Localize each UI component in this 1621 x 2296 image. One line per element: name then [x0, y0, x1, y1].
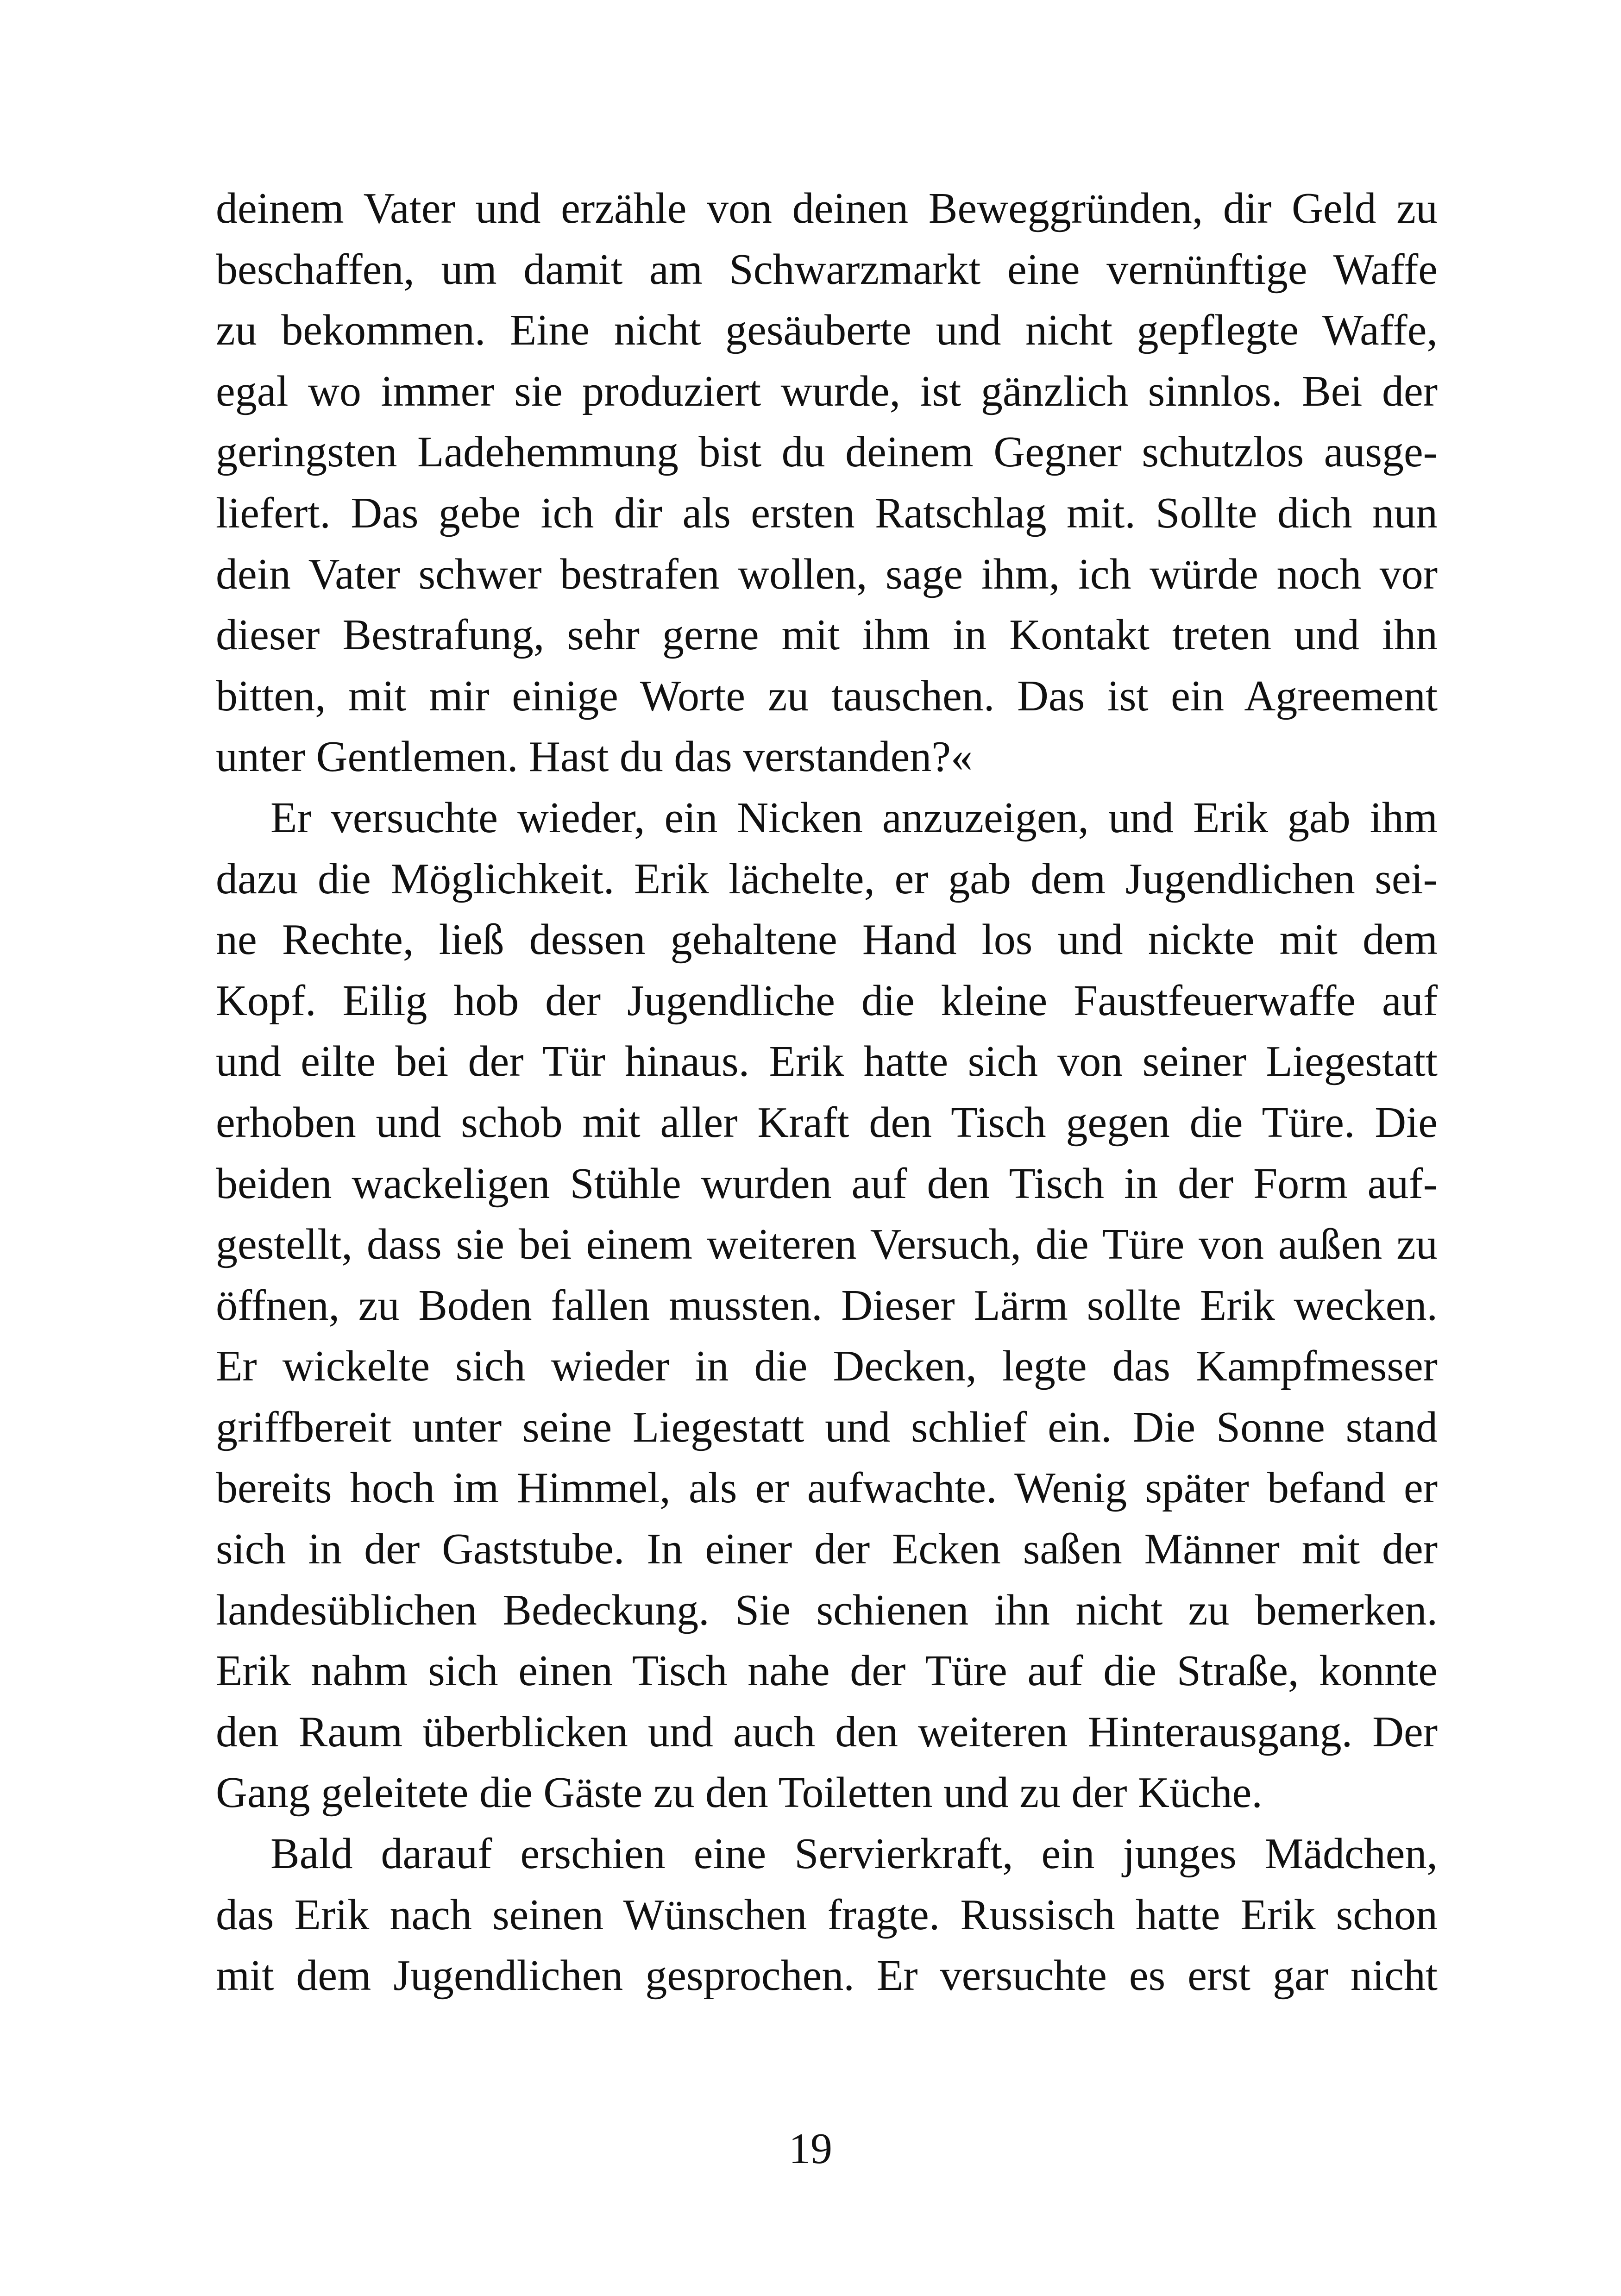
paragraph [216, 178, 1438, 788]
text-line: beschaffen, um damit am Schwarzmarkt eine vernünftige Waffe [216, 245, 1438, 294]
text-line: sich in der Gaststube. In einer der Ecken saßen Männer mit der [216, 1525, 1438, 1574]
text-line: erhoben und schob mit aller Kraft den Tisch gegen die Türe. Die [216, 1098, 1438, 1147]
text-line: mit dem Jugendlichen gesprochen. Er versuchte es erst gar nicht [216, 1951, 1438, 2000]
text-line: das Erik nach seinen Wünschen fragte. Russisch hatte Erik schon [216, 1890, 1438, 1939]
text-line: geringsten Ladehemmung bist du deinem Gegner schutzlos ausge- [216, 428, 1438, 477]
text-line: griffbereit unter seine Liegestatt und schlief ein. Die Sonne stand [216, 1403, 1438, 1451]
page-number: 19 [789, 2125, 832, 2173]
text-line: den Raum überblicken und auch den weiteren Hinterausgang. Der [216, 1707, 1438, 1756]
text-line: liefert. Das gebe ich dir als ersten Ratschlag mit. Sollte dich nun [216, 489, 1438, 537]
text-line: gestellt, dass sie bei einem weiteren Versuch, die Türe von außen zu [216, 1220, 1438, 1269]
text-line: dieser Bestrafung, sehr gerne mit ihm in Kontakt treten und ihn [216, 611, 1438, 659]
text-line: öffnen, zu Boden fallen mussten. Dieser Lärm sollte Erik wecken. [216, 1281, 1438, 1330]
text-line: egal wo immer sie produziert wurde, ist gänzlich sinnlos. Bei der [216, 367, 1438, 415]
text-line: Kopf. Eilig hob der Jugendliche die kleine Faustfeuerwaffe auf [216, 976, 1438, 1025]
text-line: beiden wackeligen Stühle wurden auf den Tisch in der Form auf- [216, 1159, 1438, 1208]
text-line: dazu die Möglichkeit. Erik lächelte, er gab dem Jugendlichen sei- [216, 854, 1438, 903]
text-line: Er versuchte wieder, ein Nicken anzuzeigen, und Erik gab ihm [270, 793, 1438, 842]
text-line: deinem Vater und erzähle von deinen Beweggründen, dir Geld zu [216, 184, 1438, 232]
text-line: bereits hoch im Himmel, als er aufwachte. Wenig später befand er [216, 1464, 1438, 1512]
paragraph [216, 788, 1438, 1824]
text-line: Bald darauf erschien eine Servierkraft, ein junges Mädchen, [270, 1830, 1438, 1878]
text-line: ne Rechte, ließ dessen gehaltene Hand los und nickte mit dem [216, 916, 1438, 964]
text-line: unter Gentlemen. Hast du das verstanden?« [216, 733, 973, 781]
text-line: Erik nahm sich einen Tisch nahe der Türe auf die Straße, konnte [216, 1647, 1438, 1695]
body-text [216, 178, 1438, 2007]
text-line: landesüblichen Bedeckung. Sie schienen ihn nicht zu bemerken. [216, 1586, 1438, 1634]
paragraph [216, 1824, 1438, 2007]
text-line: bitten, mit mir einige Worte zu tauschen. Das ist ein Agreement [216, 671, 1438, 720]
text-line: Er wickelte sich wieder in die Decken, legte das Kampfmesser [216, 1342, 1438, 1391]
text-line: Gang geleitete die Gäste zu den Toiletten und zu der Küche. [216, 1769, 1263, 1817]
text-line: dein Vater schwer bestrafen wollen, sage ihm, ich würde noch vor [216, 550, 1438, 598]
text-line: zu bekommen. Eine nicht gesäuberte und nicht gepflegte Waffe, [216, 306, 1438, 355]
text-line: und eilte bei der Tür hinaus. Erik hatte sich von seiner Liegestatt [216, 1037, 1438, 1086]
